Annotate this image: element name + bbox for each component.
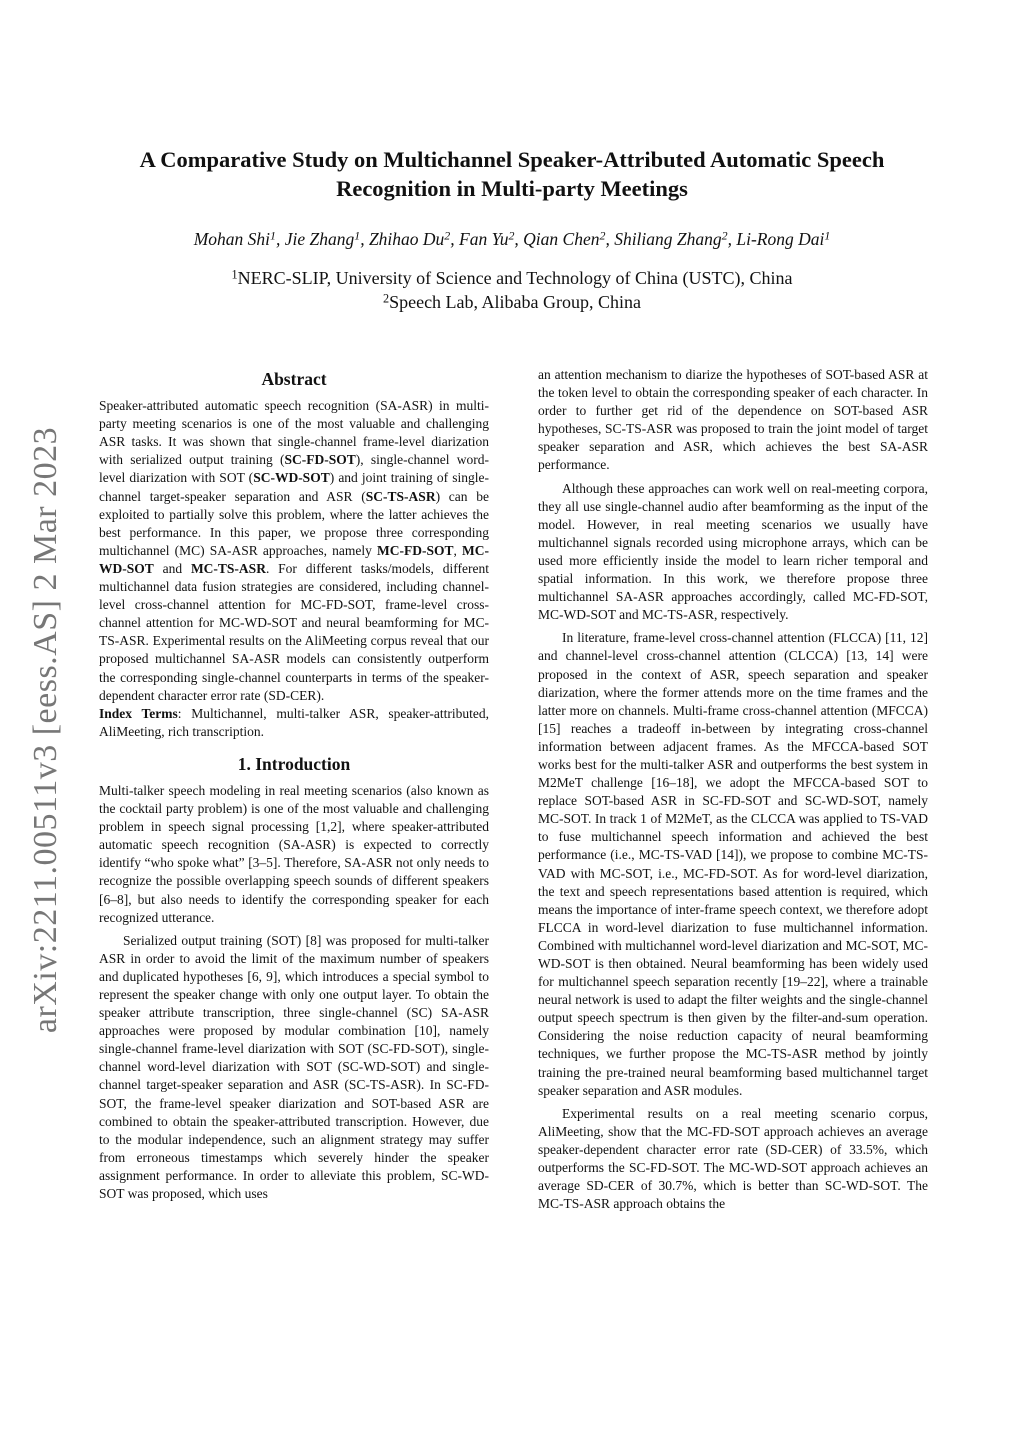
intro-paragraph: Multi-talker speech modeling in real meeting scenarios (also known as the cocktail party problem) is one of the most valuable and challenging problem in speech signal processing [1,2], where speaker-attributed automatic speech recognition (SA-ASR) is expected to correctly identify “who spoke what” [3–5]. Therefore, SA-ASR not only needs to recognize the possible overlapping speech sounds of different speakers [6–8], but also needs to identify the corresponding speaker for each recognized utterance. [99,782,489,925]
arxiv-identifier [8,380,84,1080]
author-name: Fan Yu [459,229,509,249]
abstract-text [99,397,489,705]
abstract-segment: ) and joint training of single-channel target-speaker separation and ASR ( [99,470,490,504]
abstract-bold-term: SC-FD-SOT [284,452,356,468]
abstract-segment: ), single-channel word-level diarization with SOT ( [99,452,489,486]
affiliation-number: 1 [231,267,238,282]
author-name: Shiliang Zhang [614,229,722,249]
right-column [538,366,928,1213]
author-affiliation-mark: 2 [444,228,451,243]
affiliation-list [90,266,934,314]
abstract-bold-term: SC-WD-SOT [253,470,330,486]
author-list: Mohan Shi$^1$, Jie Zhang$^1$, Zhihao Du$^2$, Fan Yu$^2$, Qian Chen$^2$, Shiliang Zhang$^2$, Li-Rong Dai$^1$ [193,228,831,249]
intro-paragraph: Serialized output training (SOT) [8] was proposed for multi-talker ASR in order to avoid the limit of the maximum number of speakers and duplicated hypotheses [6, 9], which introduces a special symbol to represent the speaker change with only one output layer. To obtain the speaker attribute transcription, three single-channel (SC) SA-ASR approaches were proposed by modular combination [10], namely single-channel frame-level diarization with SOT (SC-FD-SOT), single-channel word-level diarization with SOT (SC-WD-SOT) and single-channel target-speaker separation and ASR (SC-TS-ASR). In SC-FD-SOT, the frame-level speaker diarization and SOT-based ASR are combined to obtain the speaker-attributed transcription. However, due to the modular independence, such an alignment strategy may suffer from erroneous timestamps which severely hinder the speaker assignment performance. In order to alleviate this problem, SC-WD-SOT was proposed, which uses [99,932,489,1202]
intro-paragraph: Although these approaches can work well on real-meeting corpora, they all use single-channel audio after beamforming as the input of the model. However, in real meeting scenarios we usually have multichannel signals recorded using microphone arrays, which can be used more efficiently inside the model to learn richer temporal and spatial information. In this work, we therefore propose three multichannel SA-ASR approaches accordingly, called MC-FD-SOT, MC-WD-SOT and MC-TS-ASR, respectively. [538,480,928,623]
author-affiliation-mark: 1 [354,228,361,243]
affiliation-text: Speech Lab, Alibaba Group, China [389,292,642,312]
intro-paragraph: an attention mechanism to diarize the hypotheses of SOT-based ASR at the token level to obtain the corresponding speaker of each character. In order to further get rid of the dependence on SOT-based ASR hypotheses, SC-TS-ASR was proposed to train the joint model of target speaker separation and ASR, which achieves the best SA-ASR performance. [538,367,928,473]
intro-paragraph: Experimental results on a real meeting scenario corpus, AliMeeting, show that the MC-FD-SOT approach achieves an average speaker-dependent character error rate (SD-CER) of 33.5%, which outperforms the SC-FD-SOT. The MC-WD-SOT approach achieves an average SD-CER of 30.7%, which is better than SC-WD-SOT. The MC-TS-ASR approach obtains the [538,1105,928,1212]
affiliation-number: 2 [382,291,390,306]
index-terms [99,705,489,741]
left-column [99,366,489,1203]
abstract-segment: , [453,542,463,558]
abstract-segment: ) can be exploited to partially solve this problem, where the latter achieves the best performance. In this paper, we propose three corresponding multichannel (MC) SA-ASR approaches, namely [99,488,489,558]
author-affiliation-mark: 2 [599,228,606,243]
affiliation-text: NERC-SLIP, University of Science and Technology of China (USTC), China [237,268,793,288]
affiliation [90,290,934,314]
author-name: Li-Rong Dai [736,229,825,249]
abstract-segment: Speaker-attributed automatic speech recognition (SA-ASR) in multi-party meeting scenarios is one of the most valuable and challenging ASR tasks. It was shown that single-channel frame-level diarization with serialized output training ( [99,398,489,468]
author-name: Zhihao Du [368,229,445,249]
abstract-bold-term: SC-TS-ASR [365,488,436,504]
abstract-segment: and [153,560,191,576]
arxiv-id-text: arXiv:2211.00511v3 [eess.AS] 2 Mar 2023 [27,426,65,1034]
author-name: Jie Zhang [284,229,355,249]
affiliation [90,266,934,290]
intro-paragraph: In literature, frame-level cross-channel attention (FLCCA) [11, 12] and channel-level cross-channel attention (CLCCA) [13, 14] were proposed in the context of ASR, speech separation and speaker diarization, where the former attends more on the time frames and the latter more on channels. Multi-frame cross-channel attention (MFCCA) [15] reaches a tradeoff in-between by integrating cross-channel information between adjacent frames. As the MFCCA-based SOT works best for the multi-talker ASR and outperforms the best system in M2MeT challenge [16–18], we adopt the MFCCA-based SOT to replace SOT-based ASR in SC-FD-SOT and SC-WD-SOT, namely MC-SOT. In track 1 of M2MeT, as the CLCCA was applied to TS-VAD to fuse multichannel speech information and achieved the best performance (i.e., MC-TS-VAD [14]), we propose to combine MC-TS-VAD with MC-SOT, i.e., MC-FD-SOT. As for word-level diarization, the text and speech representations based attention is required, which means the importance of inter-frame speech context, we therefore adopt FLCCA in word-level diarization to fuse multichannel information. Combined with multichannel word-level diarization and MC-SOT, MC-WD-SOT is then obtained. Neural beamforming has been widely used for multichannel speech separation recently [19–22], where a trainable neural network is used to adapt the filter weights and the single-channel output speech spectrum is then given by the filter-and-sum operation. Considering the noise reduction capacity of neural beamforming techniques, we further propose the MC-TS-ASR method by jointly training the pre-trained neural beamforming based multichannel target speaker separation and ASR modules. [538,630,928,1098]
index-terms-label: Index Terms [99,705,178,721]
author-affiliation-mark: 1 [270,228,276,243]
author-affiliation-mark: 1 [824,228,831,243]
author-affiliation-mark: 2 [508,228,515,243]
index-terms-text: : Multichannel, multi-talker ASR, speaker-attributed, AliMeeting, rich transcription. [99,705,489,739]
introduction-heading: 1. Introduction [237,753,351,774]
abstract-heading: Abstract [261,369,327,389]
author-affiliation-mark: 2 [721,228,728,243]
author-name: Mohan Shi [193,229,271,249]
author-name: Qian Chen [523,229,600,249]
paper-title: A Comparative Study on Multichannel Speaker-Attributed Automatic Speech Recognition in Multi-party Meetings [139,147,885,201]
abstract-bold-term: MC-WD-SOT [99,542,490,576]
abstract-bold-term: MC-FD-SOT [377,542,454,558]
abstract-bold-term: MC-TS-ASR [190,560,266,576]
abstract-segment: . For different tasks/models, different multichannel data fusion strategies are considered, including channel-level cross-channel attention for MC-FD-SOT, frame-level cross-channel attention for MC-WD-SOT and neural beamforming for MC-TS-ASR. Experimental results on the AliMeeting corpus reveal that our proposed multichannel SA-ASR models can consistently outperform the corresponding single-channel counterparts in terms of the speaker-dependent character error rate (SD-CER). [99,560,489,703]
